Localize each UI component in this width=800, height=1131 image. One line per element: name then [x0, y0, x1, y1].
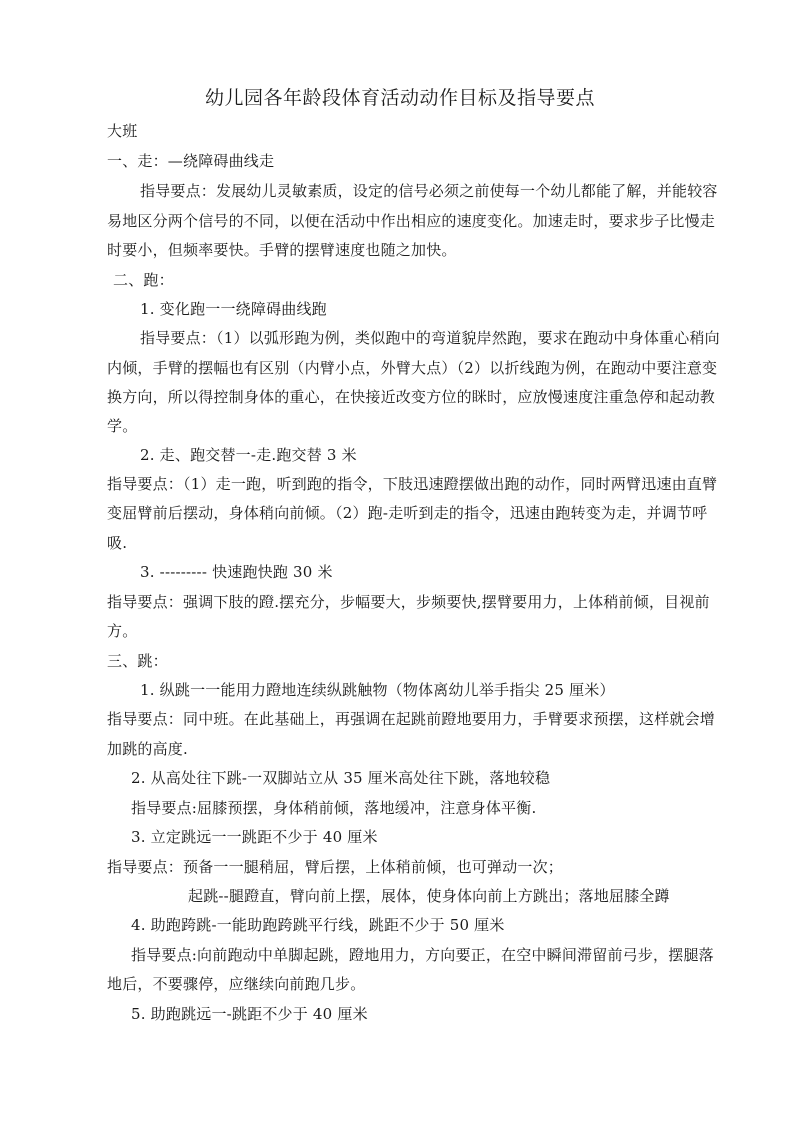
paragraph-line: 换方向，所以得控制身体的重心，在快接近改变方位的眯时，应放慢速度注重急停和起动教: [107, 388, 716, 406]
document-title: 幼儿园各年龄段体育活动动作目标及指导要点: [204, 87, 595, 109]
paragraph-line: 指导要点：同中班。在此基础上，再强调在起跳前蹬地要用力，手臂要求预摆，这样就会增: [107, 710, 716, 728]
paragraph-line: 吸.: [107, 534, 128, 552]
paragraph-line: 方。: [107, 622, 138, 640]
subheading-jump-3: 3. 立定跳远一一跳距不少于 40 厘米: [131, 828, 378, 846]
paragraph-line: 加跳的高度.: [107, 740, 188, 758]
subheading-jump-1: 1. 纵跳一一能用力蹬地连续纵跳触物（物体离幼儿举手指尖 25 厘米）: [140, 681, 615, 699]
heading-walk: 一、走：—绕障碍曲线走: [107, 152, 275, 170]
paragraph-line: 指导要点：强调下肢的蹬.摆充分，步幅要大，步频要快,摆臂要用力，上体稍前倾，目视前: [107, 593, 710, 611]
paragraph-line: 指导要点:向前跑动中单脚起跳，蹬地用力，方向要正，在空中瞬间滞留前弓步，摆腿落: [131, 946, 714, 964]
paragraph-line: 易地区分两个信号的不同，以便在活动中作出相应的速度变化。加速走时，要求步子比慢走: [107, 212, 716, 230]
subheading-jump-5: 5. 助跑跳远一-跳距不少于 40 厘米: [131, 1005, 368, 1023]
paragraph-line: 指导要点：发展幼儿灵敏素质，设定的信号必须之前使每一个幼儿都能了解，并能较容: [140, 182, 718, 200]
paragraph-line: 内倾，手臂的摆幅也有区别（内臂小点，外臂大点）（2）以折线跑为例，在跑动中要注意变: [107, 359, 718, 377]
paragraph-line: 指导要点:屈膝预摆，身体稍前倾，落地缓冲，注意身体平衡.: [131, 799, 537, 817]
subheading-run-1: 1. 变化跑一一绕障碍曲线跑: [140, 300, 327, 318]
paragraph-line: 起跳--腿蹬直，臂向前上摆，展体，使身体向前上方跳出；落地屈膝全蹲: [188, 887, 670, 905]
paragraph-line: 地后，不要骤停，应继续向前跑几步。: [107, 975, 366, 993]
paragraph-line: 时要小，但频率要快。手臂的摆臂速度也随之加快。: [107, 241, 457, 259]
paragraph-line: 指导要点：预备一一腿稍屈，臂后摆，上体稍前倾，也可弹动一次；: [107, 858, 564, 876]
paragraph-line: 指导要点：（1）走一跑，听到跑的指令，下肢迅速蹬摆做出跑的动作，同时两臂迅速由直臂: [107, 475, 718, 493]
subheading-run-2: 2. 走、跑交替一-走.跑交替 3 米: [140, 446, 357, 464]
heading-jump: 三、跳：: [107, 652, 168, 670]
subheading-run-3: 3. --------- 快速跑快跑 30 米: [140, 563, 333, 581]
subheading-jump-2: 2. 从高处往下跳-一双脚站立从 35 厘米高处往下跳，落地较稳: [131, 769, 551, 787]
paragraph-line: 学。: [107, 417, 138, 435]
paragraph-line: 指导要点：（1）以弧形跑为例，类似跑中的弯道貌岸然跑，要求在跑动中身体重心稍向: [140, 329, 720, 347]
subheading-jump-4: 4. 助跑跨跳-一能助跑跨跳平行线，跳距不少于 50 厘米: [131, 916, 505, 934]
heading-run: 二、跑：: [113, 271, 174, 289]
paragraph-line: 变屈臂前后摆动，身体稍向前倾。（2）跑-走听到走的指令，迅速由跑转变为走，并调节呼: [107, 504, 708, 522]
section-heading-senior-class: 大班: [107, 122, 138, 140]
